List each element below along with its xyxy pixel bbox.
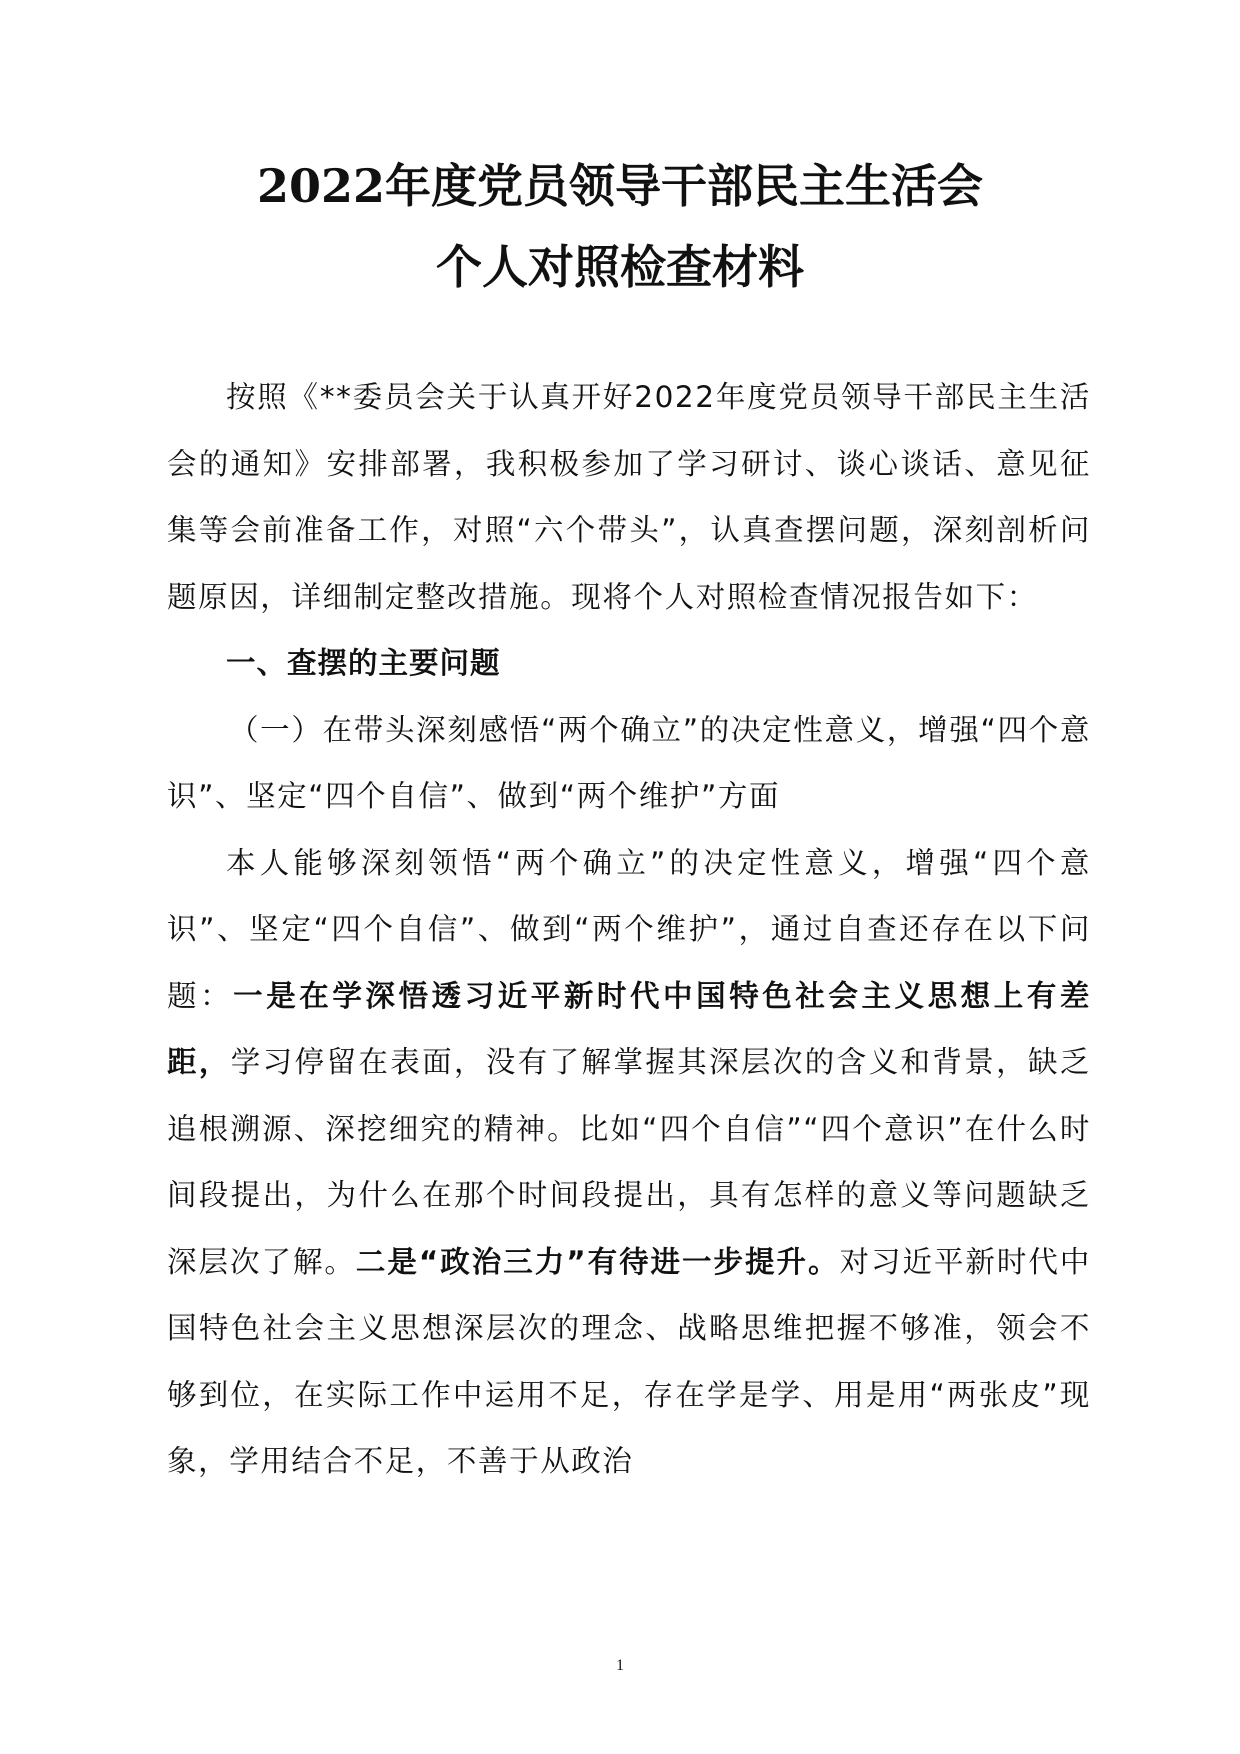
- para1-text-b: 学习停留在表面，没有了解掌握其深层次的含义和背景，缺乏追根溯源、深挖细究的精神。比如“四个自信”“四个意识”在什么时间段提出，为什么在那个时间段提出，具有怎样的意义等问题缺乏深层次了解。: [167, 1045, 1091, 1279]
- document-title-line-2: 个人对照检查材料: [436, 240, 804, 294]
- para1-bold-point-1: 一是在学深悟透习近平新时代中国特色社会主义思想上有差距，: [167, 978, 1091, 1079]
- intro-paragraph: 按照《**委员会关于认真开好2022年度党员领导干部民主生活会的通知》安排部署，我积极参加了学习研讨、谈心谈话、意见征集等会前准备工作，对照“六个带头”，认真查摆问题，深刻剖析问题原因，详细制定整改措施。现将个人对照检查情况报告如下：: [167, 380, 1091, 614]
- document-body: [167, 364, 1091, 1495]
- page-number: 1: [616, 1657, 624, 1674]
- document-title-line-1: 2022年度党员领导干部民主生活会: [256, 159, 984, 213]
- section-heading-1: 一、查摆的主要问题: [226, 646, 501, 680]
- subsection-heading-1: （一）在带头深刻感悟“两个确立”的决定性意义，增强“四个意识”、坚定“四个自信”、做到“两个维护”方面: [167, 712, 1091, 813]
- para1-bold-point-2: 二是“政治三力”有待进一步提升。: [355, 1244, 840, 1279]
- para1-text-a: 本人能够深刻领悟“两个确立”的决定性意义，增强“四个意识”、坚定“四个自信”、做到“两个维护”，通过自查还存在以下问题：: [167, 845, 1091, 1013]
- para1-text-c: 对习近平新时代中国特色社会主义思想深层次的理念、战略思维把握不够准，领会不够到位，在实际工作中运用不足，存在学是学、用是用“两张皮”现象，学用结合不足，不善于从政治: [167, 1244, 1091, 1478]
- body-paragraph-1: [167, 830, 1091, 1495]
